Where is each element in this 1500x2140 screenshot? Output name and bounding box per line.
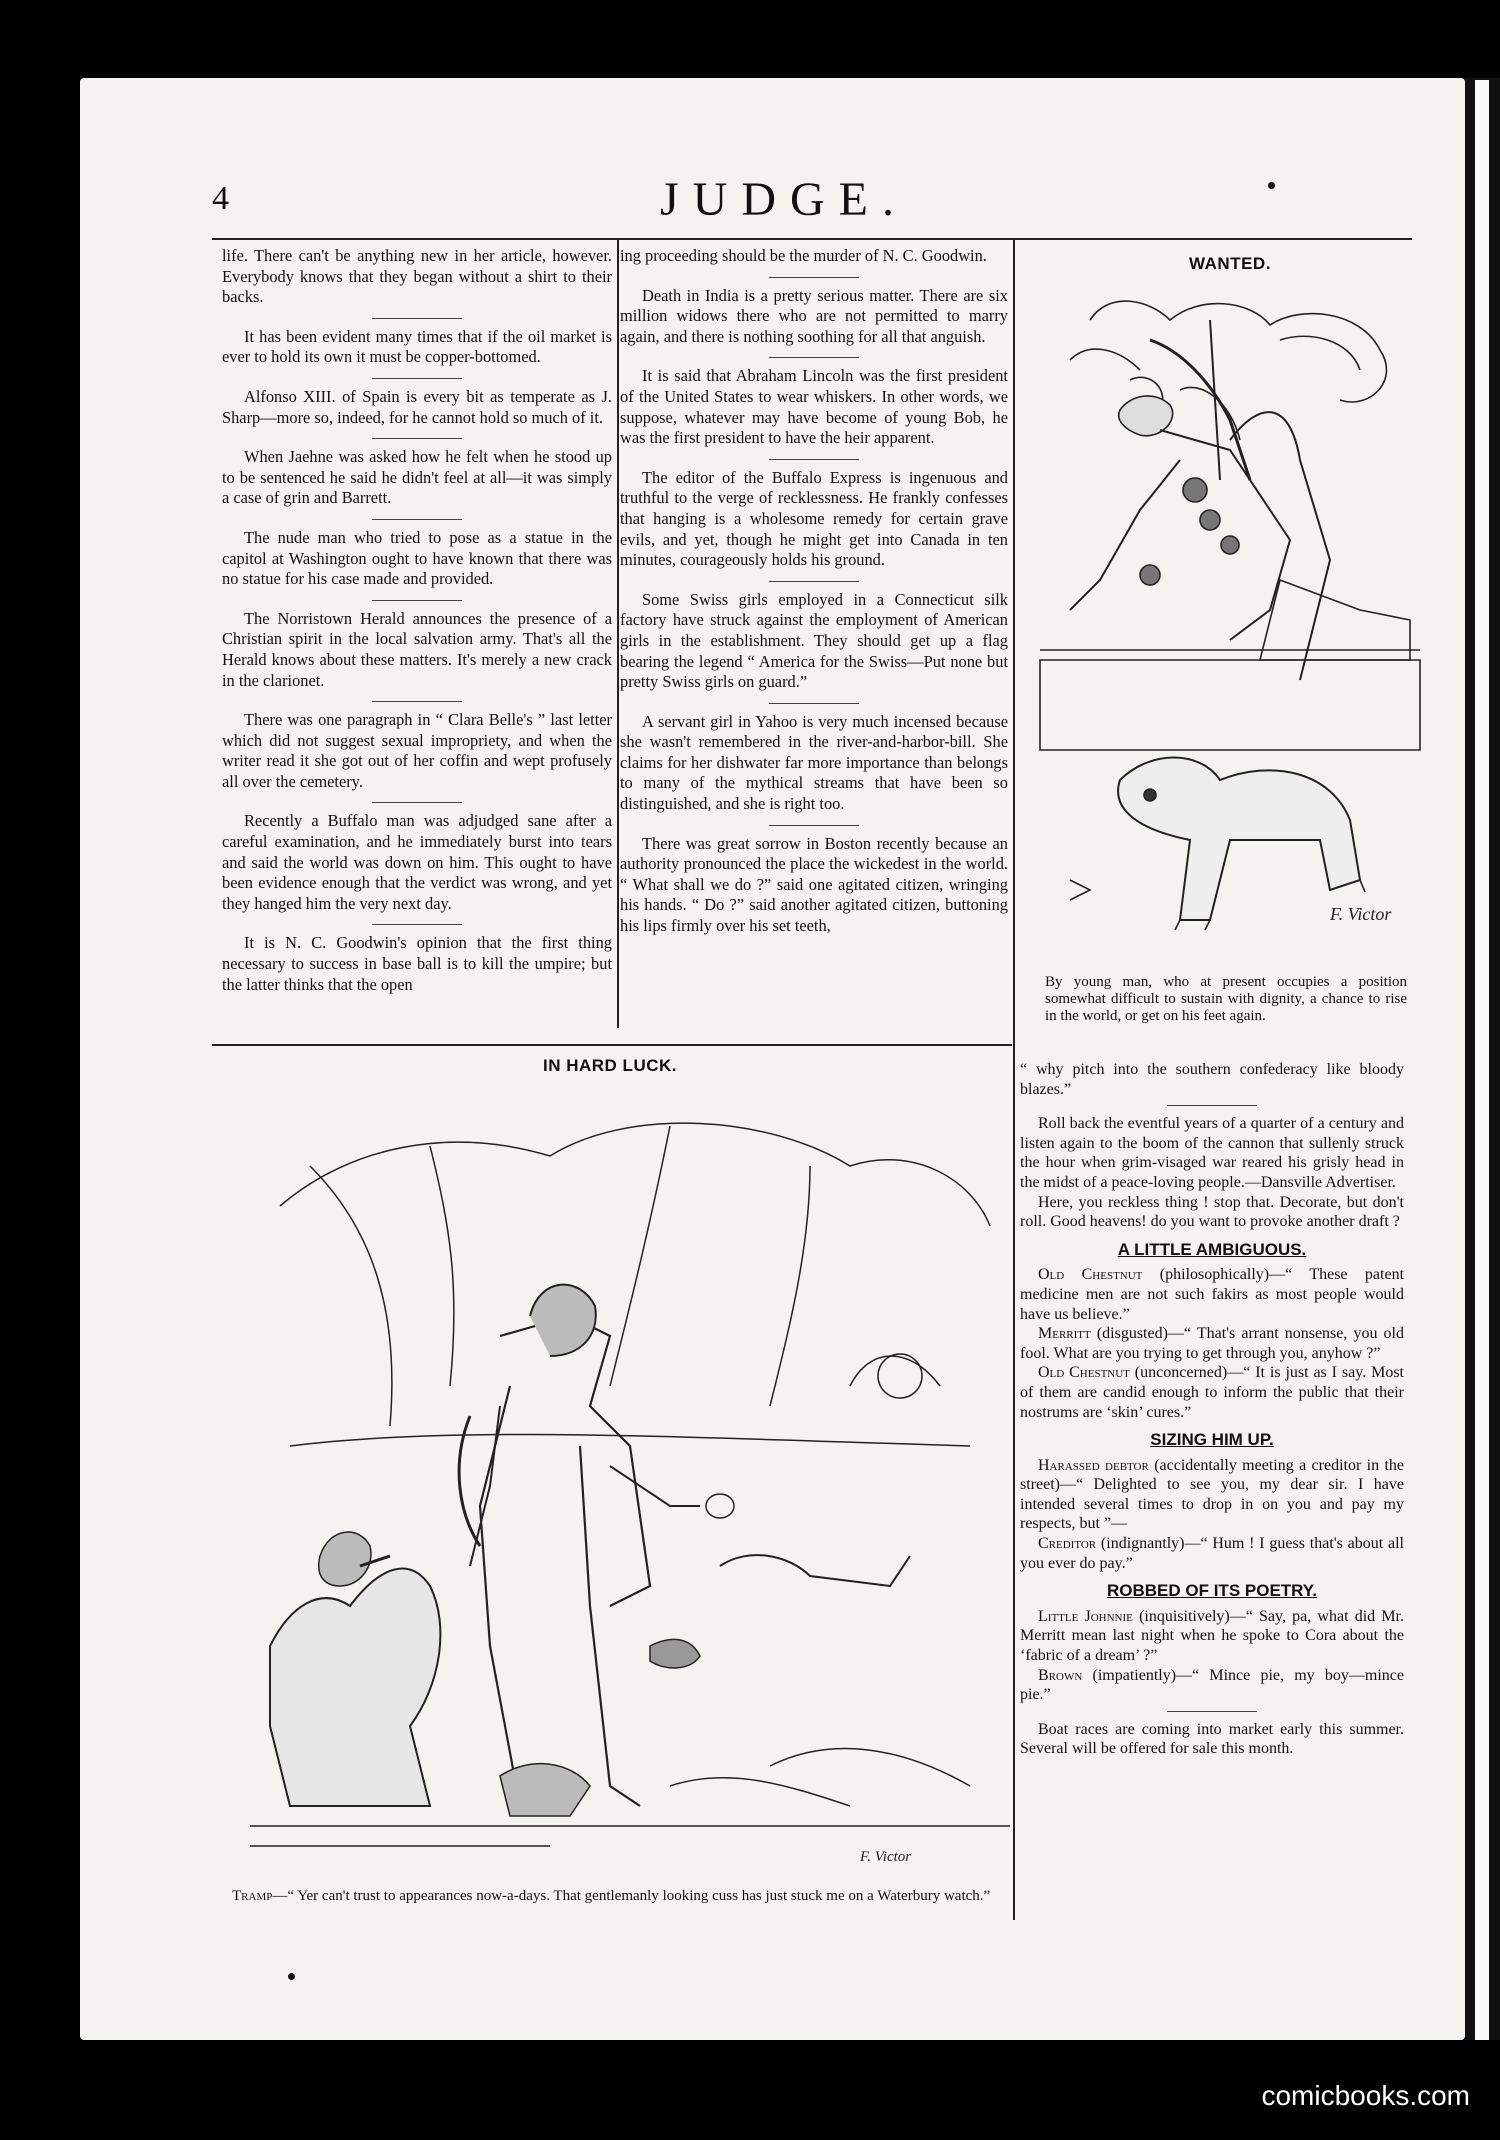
masthead-title: JUDGE. <box>660 173 908 226</box>
wanted-title: WANTED. <box>1189 254 1271 273</box>
article-paragraph: Some Swiss girls employed in a Connecticut silk factory have struck against the employment of American girls in the establishment. They should get up a flag bearing the legend “ America for the Swiss—Put none but pretty Swiss girls on guard.” <box>620 589 1008 692</box>
dialogue-line: Brown (impatiently)—“ Mince pie, my boy—mince pie.” <box>1020 1666 1404 1704</box>
article-paragraph: There was great sorrow in Boston recently because an authority pronounced the place the wickedest in the world. “ What shall we do ?” said one agitated citizen, wringing his hands. “ Do ?” said another agitated citizen, buttoning his lips firmly over his set teeth, <box>620 833 1008 936</box>
article-paragraph: Alfonso XIII. of Spain is every bit as temperate as J. Sharp—more so, indeed, for he cannot hold so much of it. <box>222 386 612 427</box>
column-2 <box>620 246 1008 947</box>
article-paragraph: ing proceeding should be the murder of N. C. Goodwin. <box>620 246 987 265</box>
article-paragraph: Boat races are coming into market early this summer. Several will be offered for sale this month. <box>1020 1720 1404 1758</box>
article-paragraph: Roll back the eventful years of a quarter of a century and listen again to the boom of the cannon that sullenly struck the hour when grim-visaged war reared his grisly head in the midst of a peace-loving people.—Dansville Advertiser. <box>1020 1115 1404 1191</box>
article-paragraph: Death in India is a pretty serious matter. There are six million widows there who are not permitted to marry again, and there is nothing soothing for all that anguish. <box>620 285 1008 346</box>
dialogue-line: Merritt (disgusted)—“ That's arrant nonsense, you old fool. What are you trying to get through you, anyhow ?” <box>1020 1325 1404 1362</box>
article-paragraph: Recently a Buffalo man was adjudged sane after a careful examination, and he immediately burst into tears and said the world was down on him. This ought to have been evidence enough that the verdict was wrong, and yet they hanged him the very next day. <box>222 811 612 913</box>
ambiguous-title: A LITTLE AMBIGUOUS. <box>1117 1239 1307 1259</box>
column-1 <box>222 246 612 1005</box>
article-paragraph: “ why pitch into the southern confederacy like bloody blazes.” <box>1020 1061 1404 1098</box>
site-watermark: comicbooks.com <box>1261 2080 1470 2111</box>
dialogue-line: Little Johnnie (inquisitively)—“ Say, pa, what did Mr. Merritt mean last night when he spoke to Cora about the ‘fabric of a dream’ ?” <box>1020 1607 1405 1665</box>
ink-dot <box>288 1973 295 1980</box>
sizing-title: SIZING HIM UP. <box>1150 1430 1274 1450</box>
hard-luck-title: IN HARD LUCK. <box>543 1056 677 1075</box>
article-paragraph: life. There can't be anything new in her article, however. Everybody knows that they began without a shirt to their backs. <box>222 246 612 307</box>
right-column <box>1020 1060 1404 1759</box>
article-paragraph: It is said that Abraham Lincoln was the first president of the United States to wear whiskers. In other words, we suppose, whatever may have become of young Bob, he was the first president to have the heir apparent. <box>620 366 1008 448</box>
wanted-illustration <box>1030 280 1430 960</box>
wanted-drawing <box>1030 280 1430 960</box>
article-paragraph: The editor of the Buffalo Express is ingenuous and truthful to the verge of recklessness. He frankly confesses that hanging is a wholesome remedy for certain grave evils, and yet, though he might get into Canada in ten minutes, courageously holds his ground. <box>620 467 1008 570</box>
article-paragraph: The nude man who tried to pose as a statue in the capitol at Washington ought to have known that there was no statue for his case made and provided. <box>222 527 612 589</box>
article-paragraph: When Jaehne was asked how he felt when he stood up to be sentenced he said he didn't feel at all—it was simply a case of grin and Barrett. <box>222 447 612 508</box>
hard-luck-illustration <box>250 1086 1010 1886</box>
dialogue-line: Old Chestnut (unconcerned)—“ It is just as I say. Most of them are candid enough to inform the public that their nostrums are ‘skin’ cures.” <box>1020 1364 1404 1421</box>
ink-dot <box>1268 182 1275 189</box>
hard-luck-drawing <box>250 1086 1010 1886</box>
article-paragraph: There was one paragraph in “ Clara Belle's ” last letter which did not suggest sexual impropriety, and when the writer read it she got out of her coffin and wept profusely all over the cemetery. <box>222 710 612 791</box>
dialogue-line: Old Chestnut (philosophically)—“ These patent medicine men are not such fakirs as most people would have us believe.” <box>1020 1266 1405 1323</box>
caption-speaker: Tramp <box>232 1888 273 1904</box>
next-page-edge <box>1475 80 1489 2040</box>
masthead-rule <box>212 238 1412 240</box>
hard-luck-signature: F. Victor <box>860 1849 912 1865</box>
hard-luck-caption <box>232 1888 1007 1905</box>
article-paragraph: It has been evident many times that if the oil market is ever to hold its own it must be copper-bottomed. <box>222 326 612 367</box>
article-paragraph: A servant girl in Yahoo is very much incensed because she wasn't remembered in the river-and-harbor-bill. She claims for her dishwater far more importance than belongs to many of the mythical streams that have been so distinguished, and she is right too. <box>620 711 1008 814</box>
section-rule <box>212 1044 1012 1046</box>
article-paragraph: It is N. C. Goodwin's opinion that the first thing necessary to success in base ball is to kill the umpire; but the latter thinks that the open <box>222 933 612 994</box>
wanted-caption: By young man, who at present occupies a position somewhat difficult to sustain with dignity, a chance to rise in the world, or get on his feet again. <box>1045 974 1407 1024</box>
column-rule <box>1013 240 1015 1920</box>
wanted-signature: F. Victor <box>1330 904 1392 924</box>
page-number: 4 <box>212 180 229 217</box>
dialogue-line: Harassed debtor (accidentally meeting a creditor in the street)—“ Delighted to see you, my dear sir. I have intended several times to drop in on you and pay my respects, but ”— <box>1020 1456 1404 1533</box>
article-paragraph: The Norristown Herald announces the presence of a Christian spirit in the local salvation army. That's all the Herald knows about these matters. It's merely a new crack in the clarionet. <box>222 608 612 690</box>
article-paragraph: Here, you reckless thing ! stop that. Decorate, but don't roll. Good heavens! do you want to provoke another draft ? <box>1020 1193 1404 1231</box>
dialogue-line: Creditor (indignantly)—“ Hum ! I guess that's about all you ever do pay.” <box>1020 1535 1404 1572</box>
column-rule <box>617 240 619 1028</box>
robbed-title: ROBBED OF ITS POETRY. <box>1106 1581 1317 1601</box>
caption-text: —“ Yer can't trust to appearances now-a-days. That gentlemanly looking cuss has just stuck me on a Waterbury watch.” <box>272 1888 991 1904</box>
